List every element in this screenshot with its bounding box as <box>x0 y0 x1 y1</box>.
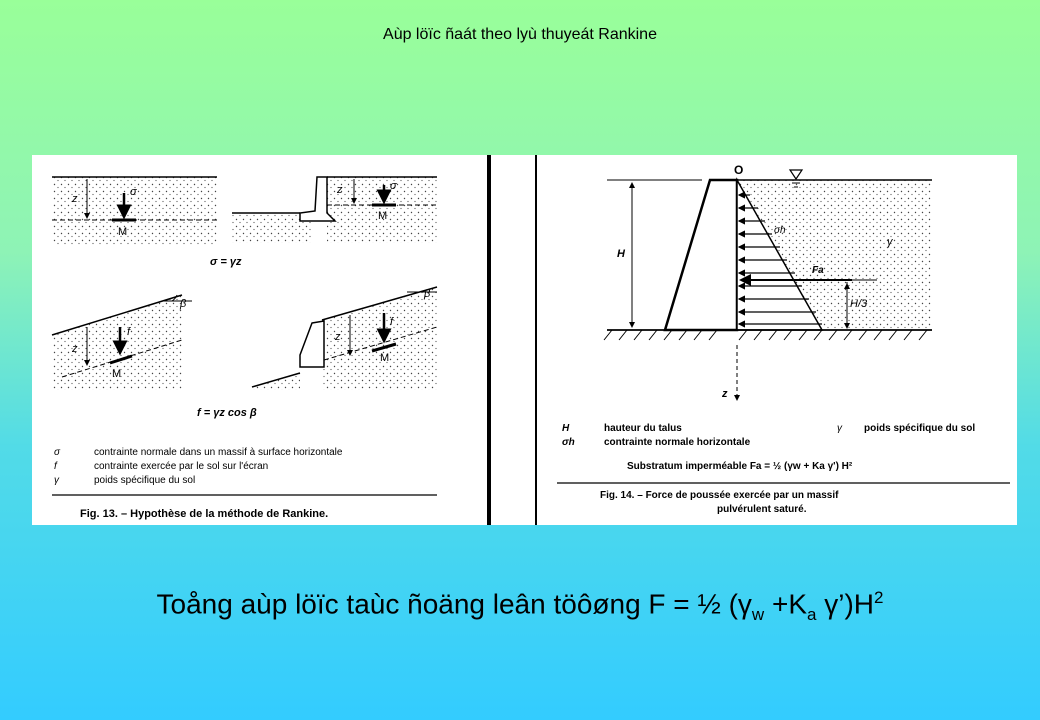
fig14-h-label: H <box>617 248 625 260</box>
fig13-eq-bottom: f = γz cos β <box>197 407 257 419</box>
fig13-sketch-wall-inclined <box>252 287 437 390</box>
total-pressure-formula <box>0 588 1040 625</box>
formula-main-text: Toång aùp löïc taùc ñoäng leân töôøng F = ½ ( <box>156 588 738 620</box>
fig13-z-label-2: z <box>337 184 343 196</box>
fig13-legend-sym-0: σ <box>54 447 61 458</box>
fig14-caption-line2: pulvérulent saturé. <box>717 504 807 515</box>
fig13-legend-sym-1: f <box>54 461 57 472</box>
fig14-substratum: Substratum imperméable Fa = ½ (γw + Ka γ') H² <box>627 461 853 472</box>
fig13-m-label-3: M <box>112 368 122 380</box>
fig14-gamma-label: γ <box>887 236 893 248</box>
formula-gamma: γ <box>737 588 752 620</box>
fig13-eq-top: σ = γz <box>210 256 242 268</box>
fig14-legend-sigma-text: contrainte normale horizontale <box>604 437 751 448</box>
fig13-z-label-4: z <box>335 331 341 343</box>
formula-gamma-prime: γ’)H <box>816 588 875 620</box>
formula-sub-w: w <box>751 604 765 624</box>
formula-sub-a: a <box>807 604 817 624</box>
fig14-panel <box>557 163 1010 515</box>
fig14-legend-gamma-text: poids spécifique du sol <box>864 423 976 434</box>
fig14-fa-label: Fa <box>812 265 824 276</box>
figure-svg <box>32 155 1017 525</box>
fig14-o-label: O <box>734 163 744 177</box>
fig14-legend-gamma-sym: γ <box>837 423 842 434</box>
panel-separator-thin <box>535 155 537 525</box>
panel-separator-thick <box>487 155 491 525</box>
fig13-sketch-inclined <box>52 295 192 390</box>
fig13-sketch-horizontal <box>52 177 217 245</box>
fig13-m-label-2: M <box>378 210 388 222</box>
fig13-legend-text-0: contrainte normale dans un massif à surface horizontale <box>94 447 343 458</box>
fig13-legend-text-2: poids spécifique du sol <box>94 475 196 486</box>
fig13-legend-text-1: contrainte exercée par le sol sur l'écran <box>94 461 269 472</box>
fig13-z-label-1: z <box>72 193 78 205</box>
formula-plus-k: +K <box>764 588 807 620</box>
fig13-sigma-label-2: σ <box>390 180 397 192</box>
slide-title: Aùp löïc ñaát theo lyù thuyeát Rankine <box>383 26 657 43</box>
fig14-legend-h-sym: H <box>562 423 570 434</box>
fig13-caption: Fig. 13. – Hypothèse de la méthode de Rankine. <box>80 508 329 520</box>
fig13-beta-label-1: β <box>180 298 187 310</box>
fig13-sketch-wall-horizontal <box>232 177 437 243</box>
figure-scan <box>32 155 1017 525</box>
fig13-m-label-4: M <box>380 352 390 364</box>
fig14-legend-h-text: hauteur du talus <box>604 423 682 434</box>
fig13-panel <box>52 177 437 520</box>
fig13-z-label-3: z <box>72 343 78 355</box>
fig13-beta-label-2: β <box>424 288 431 300</box>
fig13-f-label-2: f <box>390 316 394 328</box>
fig14-h3-label: H/3 <box>850 298 868 310</box>
formula-sup-2: 2 <box>874 588 884 607</box>
fig14-legend-sigma-sym: σh <box>562 437 575 448</box>
fig13-sigma-label-1: σ <box>130 186 137 198</box>
fig13-m-label-1: M <box>118 226 128 238</box>
fig13-f-label-1: f <box>127 326 131 338</box>
fig13-legend-sym-2: γ <box>54 475 59 486</box>
fig14-z-label: z <box>722 388 728 400</box>
fig14-caption-line1: Fig. 14. – Force de poussée exercée par un massif <box>600 490 839 501</box>
fig14-sigma-h-label: σh <box>774 225 786 236</box>
